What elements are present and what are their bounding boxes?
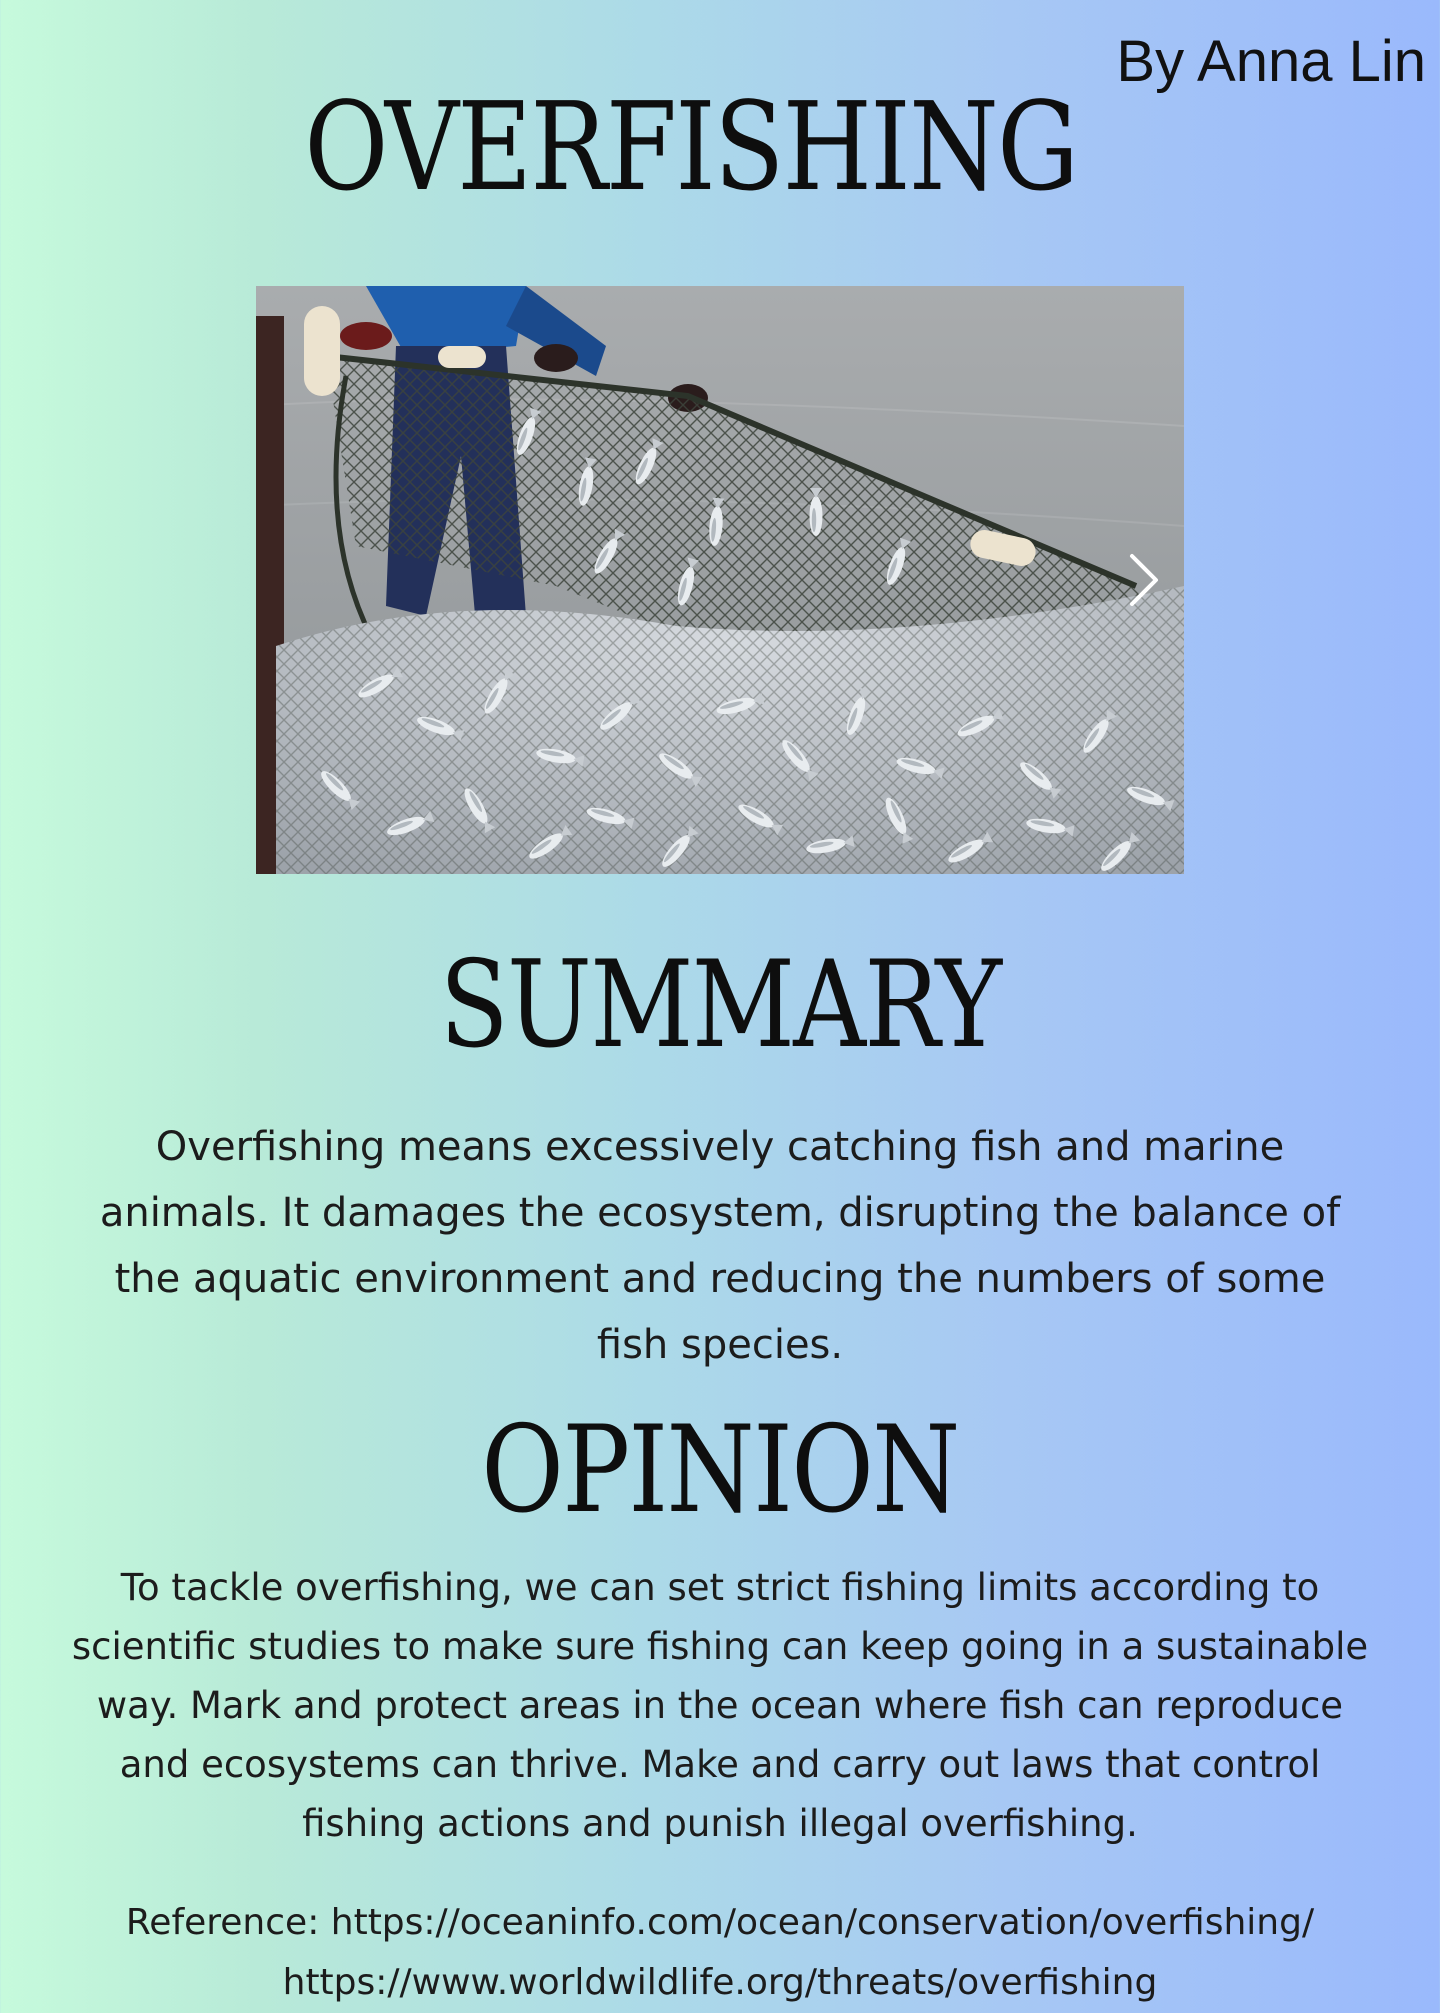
- summary-heading: SUMMARY: [439, 936, 1001, 1075]
- next-image-button[interactable]: [1124, 550, 1164, 610]
- reference-link-wwf[interactable]: https://www.worldwildlife.org/threats/overfishing: [282, 1962, 1158, 2003]
- opinion-heading: OPINION: [481, 1401, 959, 1540]
- chevron-right-icon: [1124, 550, 1164, 610]
- reference-block: [0, 1893, 1440, 2013]
- opinion-text: To tackle overfishing, we can set strict fishing limits according to scientific studies to make sure fishing can keep going in a sustainable way. Mark and protect areas in the ocean where fish can reproduce and ecosystems can thrive. Make and carry out laws that control fishing actions and punish illegal overfishing.: [71, 1566, 1369, 1845]
- photo-illustration: [256, 286, 1184, 874]
- fishing-net-photo: [256, 286, 1184, 874]
- reference-link-oceaninfo[interactable]: Reference: https://oceaninfo.com/ocean/conservation/overfishing/: [125, 1902, 1315, 1943]
- page-title: OVERFISHING: [304, 76, 1078, 218]
- author-byline: By Anna Lin: [1116, 29, 1426, 94]
- summary-text: Overfishing means excessively catching fish and marine animals. It damages the ecosystem, disrupting the balance of the aquatic environment and reducing the numbers of some fish species.: [99, 1124, 1341, 1368]
